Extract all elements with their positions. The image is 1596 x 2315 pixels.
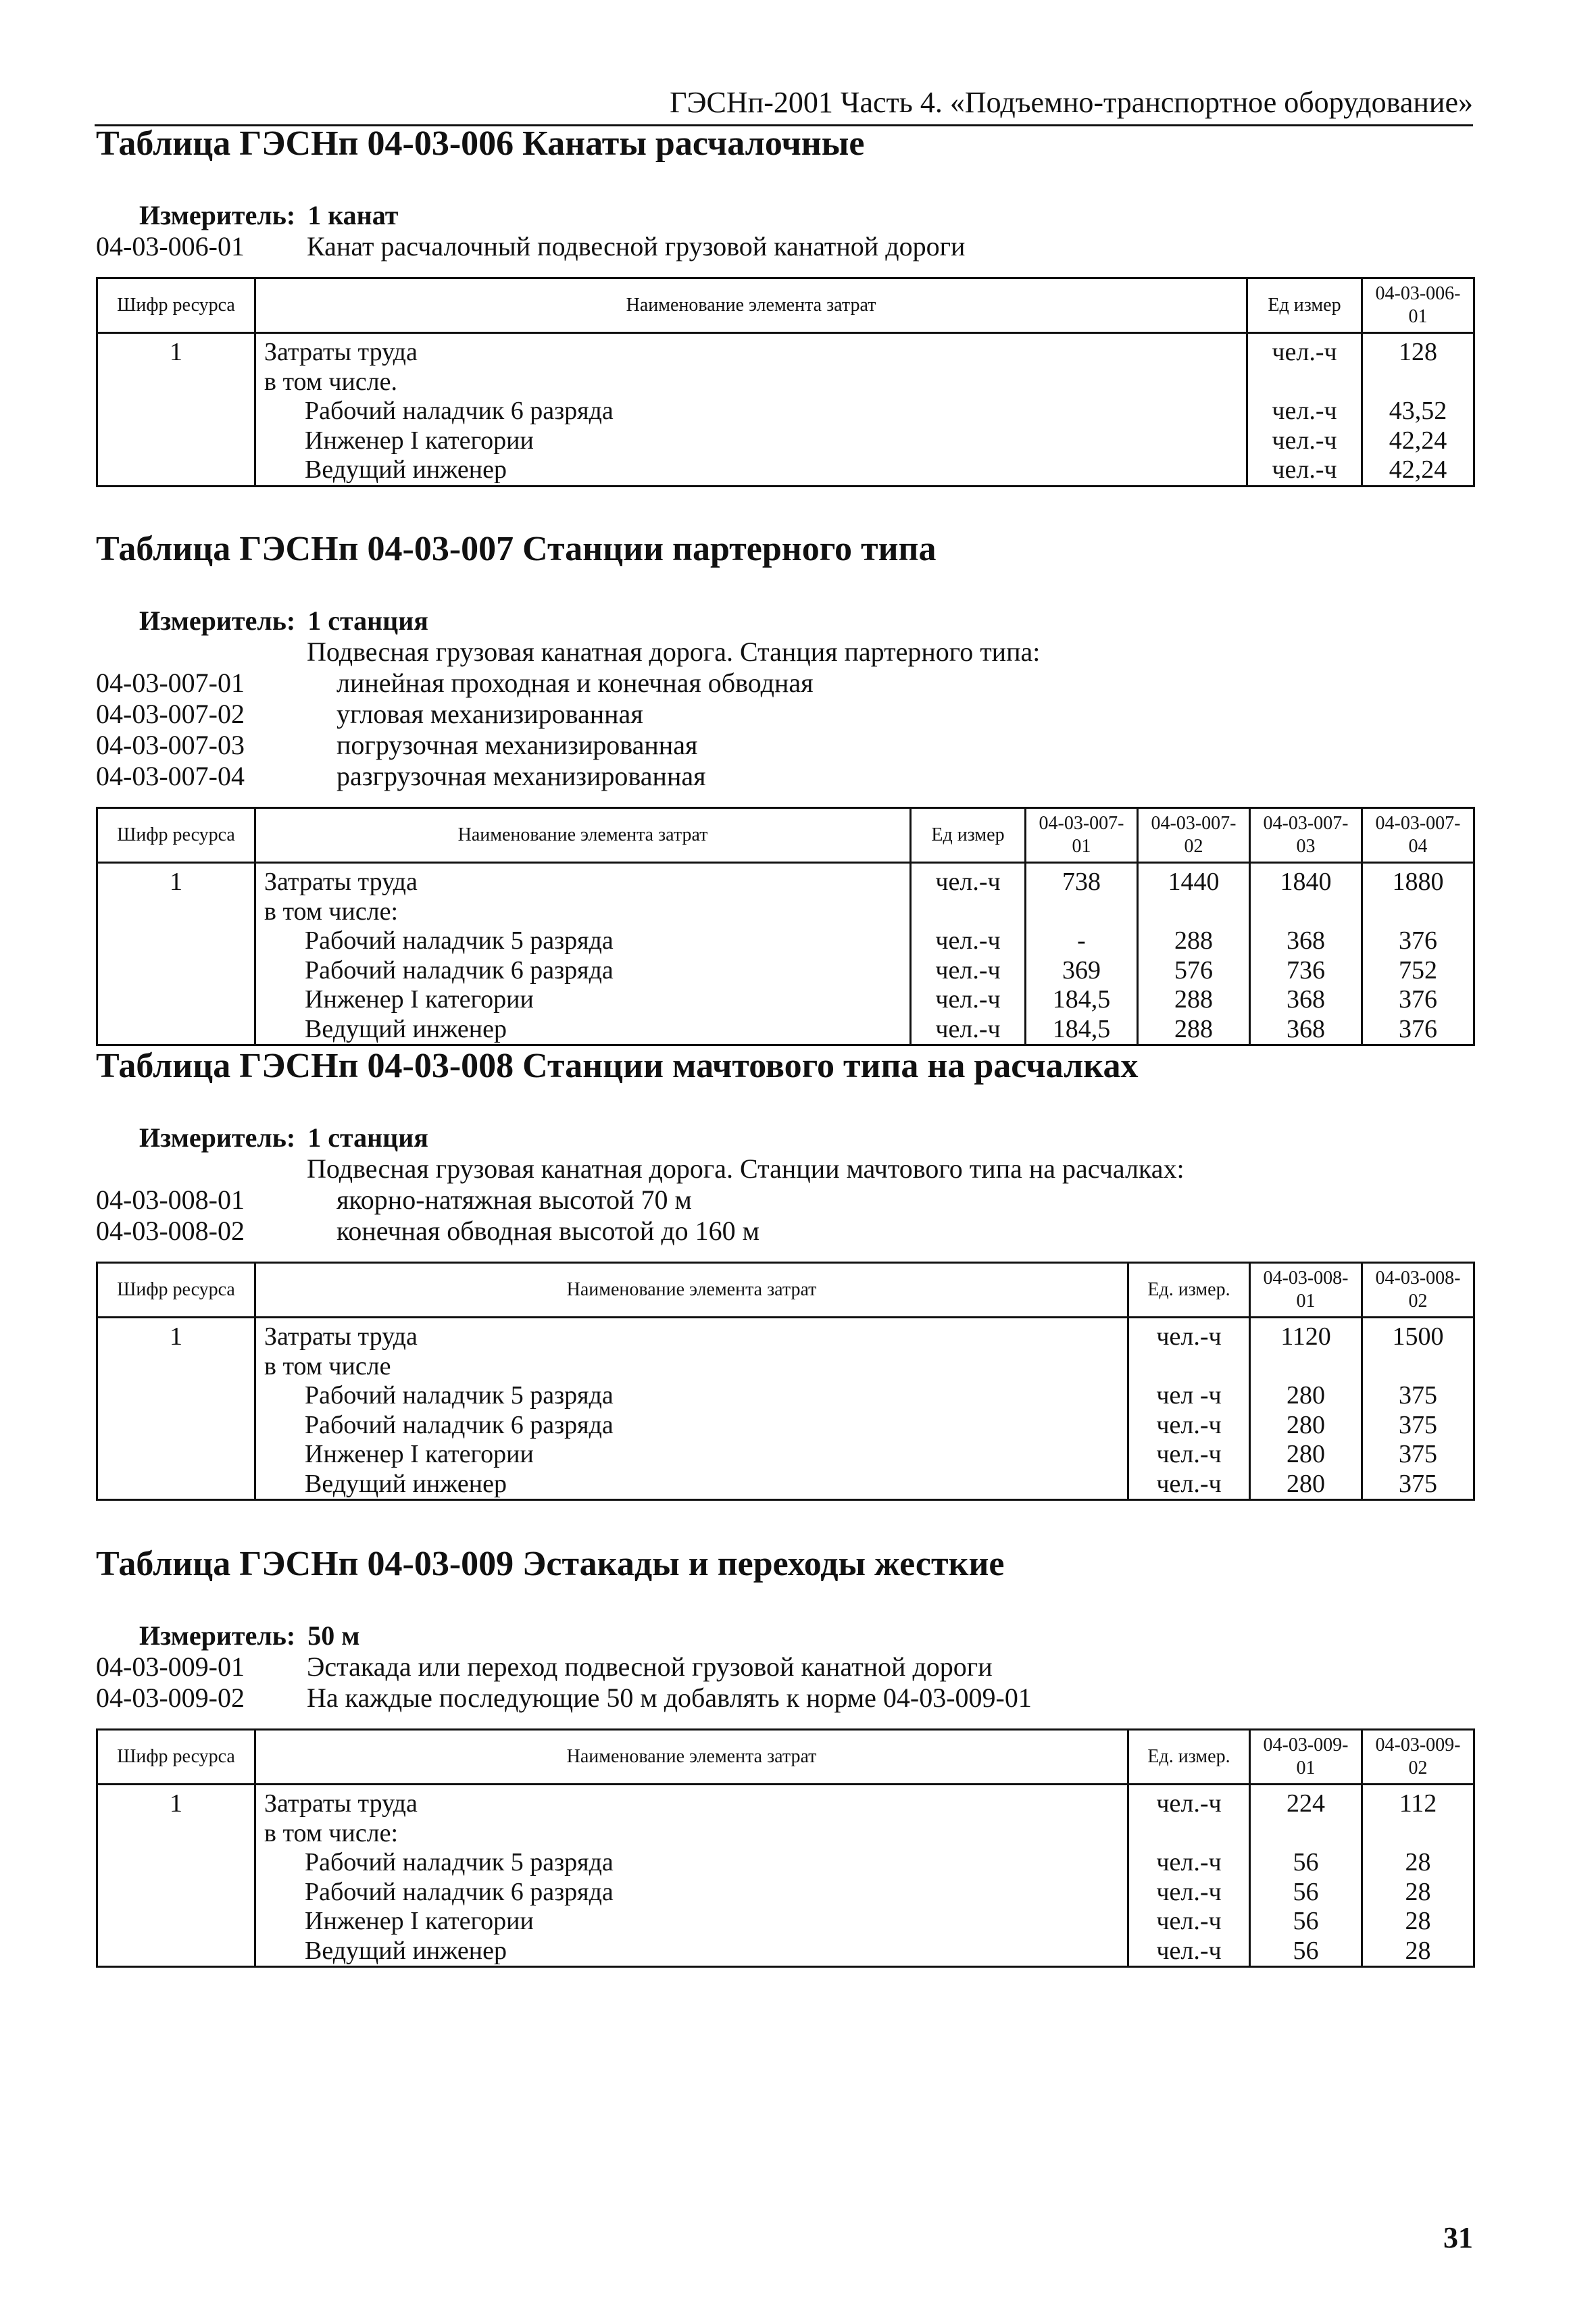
code-row (96, 1153, 1473, 1185)
col-header-name: Наименование элемента затрат (255, 278, 1247, 333)
unit-cell: чел.-ч (1247, 397, 1362, 426)
norm-value-cell: 368 (1250, 985, 1362, 1015)
unit-cell: чел.-ч (911, 926, 1026, 956)
resource-code-cell (97, 1848, 255, 1878)
code-row (96, 668, 1473, 699)
cost-element-name-cell: Рабочий наладчик 6 разряда (255, 1878, 1128, 1908)
table-header-row (97, 1263, 1474, 1318)
table-row (97, 1819, 1474, 1849)
col-header-resource: Шифр ресурса (97, 278, 255, 333)
norm-value-cell: 1880 (1362, 863, 1474, 897)
norm-value-cell: 1840 (1250, 863, 1362, 897)
section-title: Таблица ГЭСНп 04-03-006 Канаты расчалочные (96, 124, 865, 163)
resource-code-cell (97, 455, 255, 486)
norm-value-cell: 376 (1362, 1015, 1474, 1045)
norm-value-cell: 28 (1362, 1878, 1474, 1908)
table-row (97, 455, 1474, 486)
code-row (96, 1185, 1473, 1216)
col-header-unit: Ед измер (1247, 278, 1362, 333)
cost-element-name-cell: в том числе (255, 1352, 1128, 1382)
measure-value: 1 станция (307, 1122, 428, 1153)
norm-value-cell: 224 (1250, 1785, 1362, 1819)
norm-code: 04-03-007-04 (96, 761, 245, 791)
code-list (96, 231, 1473, 262)
norm-value-cell (1250, 897, 1362, 927)
cost-element-name-cell: Рабочий наладчик 5 разряда (255, 1848, 1128, 1878)
norm-code: 04-03-009-01 (96, 1651, 245, 1682)
unit-cell (1247, 368, 1362, 397)
cost-table (96, 1262, 1475, 1501)
norm-value-cell: 28 (1362, 1907, 1474, 1937)
cost-element-name-cell: Рабочий наладчик 5 разряда (255, 1381, 1128, 1411)
table-row (97, 368, 1474, 397)
col-header-resource: Шифр ресурса (97, 1263, 255, 1318)
table-row (97, 1470, 1474, 1500)
norm-code: 04-03-009-02 (96, 1683, 245, 1713)
norm-value-cell: 28 (1362, 1848, 1474, 1878)
cost-element-name-cell: Инженер I категории (255, 1440, 1128, 1470)
table-header-row (97, 808, 1474, 863)
unit-cell (1128, 1819, 1250, 1849)
cost-element-name-cell: Рабочий наладчик 5 разряда (255, 926, 911, 956)
code-list (96, 1651, 1473, 1714)
col-header-resource: Шифр ресурса (97, 1730, 255, 1785)
table-row (97, 1318, 1474, 1352)
unit-cell: чел.-ч (1128, 1848, 1250, 1878)
table-row (97, 1785, 1474, 1819)
cost-element-name-cell: Рабочий наладчик 6 разряда (255, 956, 911, 986)
norm-value-cell: 375 (1362, 1381, 1474, 1411)
cost-element-name-cell: Рабочий наладчик 6 разряда (255, 397, 1247, 426)
norm-value-cell (1250, 1352, 1362, 1382)
cost-table (96, 1728, 1475, 1968)
table-header-row (97, 1730, 1474, 1785)
norm-value-cell: 280 (1250, 1440, 1362, 1470)
table-row (97, 1878, 1474, 1908)
col-header-norm-code: 04-03-007-04 (1362, 808, 1474, 863)
col-header-norm-code: 04-03-008-01 (1250, 1263, 1362, 1318)
table-row (97, 926, 1474, 956)
norm-value-cell (1362, 897, 1474, 927)
table-row (97, 1907, 1474, 1937)
measure-value: 1 канат (307, 200, 399, 230)
norm-value-cell: 288 (1138, 1015, 1250, 1045)
measure-label: Измеритель: (139, 1620, 296, 1651)
norm-code: 04-03-008-01 (96, 1185, 245, 1215)
unit-cell: чел.-ч (1247, 333, 1362, 368)
norm-value-cell: 1120 (1250, 1318, 1362, 1352)
norm-value-cell: 28 (1362, 1937, 1474, 1967)
unit-cell: чел.-ч (911, 863, 1026, 897)
norm-value-cell: 56 (1250, 1937, 1362, 1967)
table-row (97, 333, 1474, 368)
norm-description: разгрузочная механизированная (336, 761, 706, 791)
norm-code: 04-03-006-01 (96, 231, 245, 262)
col-header-norm-code: 04-03-007-02 (1138, 808, 1250, 863)
norm-section (96, 122, 1473, 487)
norm-value-cell: 280 (1250, 1381, 1362, 1411)
code-row (96, 1683, 1473, 1714)
unit-cell: чел.-ч (1128, 1411, 1250, 1441)
norm-code: 04-03-007-03 (96, 730, 245, 760)
cost-element-name-cell: Ведущий инженер (255, 455, 1247, 486)
cost-element-name-cell: Ведущий инженер (255, 1937, 1128, 1967)
code-row (96, 761, 1473, 792)
norm-value-cell: 369 (1026, 956, 1138, 986)
cost-element-name-cell: Рабочий наладчик 6 разряда (255, 1411, 1128, 1441)
table-row (97, 426, 1474, 456)
resource-code-cell (97, 1878, 255, 1908)
col-header-unit: Ед. измер. (1128, 1730, 1250, 1785)
norm-value-cell: 42,24 (1362, 455, 1474, 486)
code-row (96, 637, 1473, 668)
resource-code-cell (97, 956, 255, 986)
cost-element-name-cell: в том числе. (255, 368, 1247, 397)
norm-description: На каждые последующие 50 м добавлять к норме 04-03-009-01 (307, 1683, 1032, 1713)
norm-value-cell: - (1026, 926, 1138, 956)
table-header-row (97, 278, 1474, 333)
section-title: Таблица ГЭСНп 04-03-007 Станции партерного типа (96, 530, 937, 568)
resource-code-cell (97, 397, 255, 426)
norm-value-cell: 128 (1362, 333, 1474, 368)
table-row (97, 897, 1474, 927)
cost-element-name-cell: Затраты труда (255, 333, 1247, 368)
norm-code: 04-03-008-02 (96, 1216, 245, 1246)
table-row (97, 1848, 1474, 1878)
col-header-norm-code: 04-03-008-02 (1362, 1263, 1474, 1318)
unit-cell: чел.-ч (911, 956, 1026, 986)
cost-table (96, 807, 1475, 1046)
cost-element-name-cell: Затраты труда (255, 1785, 1128, 1819)
unit-cell: чел.-ч (1128, 1318, 1250, 1352)
measure-value: 50 м (307, 1620, 360, 1651)
norm-section (96, 1542, 1473, 1968)
norm-value-cell: 280 (1250, 1411, 1362, 1441)
measure-label: Измеритель: (139, 1122, 296, 1153)
measure-value: 1 станция (307, 605, 428, 636)
table-row (97, 1440, 1474, 1470)
table-row (97, 1937, 1474, 1967)
unit-cell: чел.-ч (911, 985, 1026, 1015)
running-header: ГЭСНп-2001 Часть 4. «Подъемно-транспортное оборудование» (95, 82, 1473, 126)
col-header-resource: Шифр ресурса (97, 808, 255, 863)
norm-description: погрузочная механизированная (336, 730, 698, 760)
resource-code-cell (97, 1937, 255, 1967)
unit-cell: чел -ч (1128, 1381, 1250, 1411)
norm-value-cell: 1440 (1138, 863, 1250, 897)
norm-description: якорно-натяжная высотой 70 м (336, 1185, 692, 1215)
cost-element-name-cell: в том числе: (255, 897, 911, 927)
table-row (97, 863, 1474, 897)
unit-cell: чел.-ч (1128, 1440, 1250, 1470)
code-row (96, 730, 1473, 761)
measure-label: Измеритель: (139, 200, 296, 230)
table-row (97, 1352, 1474, 1382)
resource-code-cell (97, 1470, 255, 1500)
table-row (97, 397, 1474, 426)
unit-cell (911, 897, 1026, 927)
norm-value-cell: 1500 (1362, 1318, 1474, 1352)
resource-code-cell (97, 1440, 255, 1470)
norm-value-cell: 375 (1362, 1470, 1474, 1500)
norm-value-cell (1250, 1819, 1362, 1849)
measure-line (139, 200, 1473, 231)
col-header-norm-code: 04-03-006-01 (1362, 278, 1474, 333)
col-header-name: Наименование элемента затрат (255, 1263, 1128, 1318)
col-header-unit: Ед измер (911, 808, 1026, 863)
col-header-name: Наименование элемента затрат (255, 1730, 1128, 1785)
norm-value-cell: 738 (1026, 863, 1138, 897)
unit-cell: чел.-ч (911, 1015, 1026, 1045)
norm-value-cell: 280 (1250, 1470, 1362, 1500)
code-list (96, 1153, 1473, 1247)
col-header-unit: Ед. измер. (1128, 1263, 1250, 1318)
measure-label: Измеритель: (139, 605, 296, 636)
norm-value-cell: 43,52 (1362, 397, 1474, 426)
norm-value-cell: 184,5 (1026, 985, 1138, 1015)
cost-element-name-cell: Затраты труда (255, 863, 911, 897)
table-row (97, 1381, 1474, 1411)
unit-cell: чел.-ч (1247, 455, 1362, 486)
table-row (97, 956, 1474, 986)
cost-element-name-cell: Затраты труда (255, 1318, 1128, 1352)
unit-cell: чел.-ч (1128, 1470, 1250, 1500)
resource-code-cell: 1 (97, 333, 255, 368)
norm-value-cell: 184,5 (1026, 1015, 1138, 1045)
norm-description: Подвесная грузовая канатная дорога. Станции мачтового типа на расчалках: (307, 1153, 1184, 1184)
unit-cell: чел.-ч (1247, 426, 1362, 456)
cost-table (96, 277, 1475, 487)
col-header-norm-code: 04-03-009-02 (1362, 1730, 1474, 1785)
norm-value-cell: 56 (1250, 1878, 1362, 1908)
col-header-norm-code: 04-03-009-01 (1250, 1730, 1362, 1785)
norm-code: 04-03-007-01 (96, 668, 245, 698)
norm-value-cell (1026, 897, 1138, 927)
norm-value-cell: 368 (1250, 926, 1362, 956)
norm-description: конечная обводная высотой до 160 м (336, 1216, 759, 1246)
cost-element-name-cell: в том числе: (255, 1819, 1128, 1849)
norm-section (96, 527, 1473, 1046)
resource-code-cell (97, 1819, 255, 1849)
cost-element-name-cell: Инженер I категории (255, 1907, 1128, 1937)
norm-description: Эстакада или переход подвесной грузовой канатной дороги (307, 1651, 993, 1682)
table-row (97, 1015, 1474, 1045)
norm-section (96, 1044, 1473, 1501)
section-title: Таблица ГЭСНп 04-03-008 Станции мачтового типа на расчалках (96, 1047, 1139, 1085)
code-list (96, 637, 1473, 792)
norm-value-cell: 375 (1362, 1440, 1474, 1470)
norm-value-cell: 375 (1362, 1411, 1474, 1441)
table-row (97, 1411, 1474, 1441)
col-header-norm-code: 04-03-007-03 (1250, 808, 1362, 863)
section-title: Таблица ГЭСНп 04-03-009 Эстакады и переходы жесткие (96, 1545, 1005, 1583)
norm-code (96, 637, 307, 668)
resource-code-cell (97, 1411, 255, 1441)
resource-code-cell (97, 1015, 255, 1045)
resource-code-cell (97, 897, 255, 927)
resource-code-cell (97, 426, 255, 456)
norm-value-cell: 288 (1138, 985, 1250, 1015)
norm-code (96, 1153, 307, 1185)
cost-element-name-cell: Ведущий инженер (255, 1470, 1128, 1500)
resource-code-cell: 1 (97, 1318, 255, 1352)
col-header-name: Наименование элемента затрат (255, 808, 911, 863)
norm-value-cell: 576 (1138, 956, 1250, 986)
norm-value-cell: 56 (1250, 1907, 1362, 1937)
norm-value-cell: 288 (1138, 926, 1250, 956)
unit-cell: чел.-ч (1128, 1878, 1250, 1908)
code-row (96, 1216, 1473, 1247)
norm-description: Подвесная грузовая канатная дорога. Станция партерного типа: (307, 637, 1041, 667)
norm-description: Канат расчалочный подвесной грузовой канатной дороги (307, 231, 966, 262)
unit-cell (1128, 1352, 1250, 1382)
norm-value-cell (1138, 897, 1250, 927)
measure-line (139, 1122, 1473, 1153)
measure-line (139, 1620, 1473, 1651)
norm-description: угловая механизированная (336, 699, 643, 729)
norm-value-cell (1362, 368, 1474, 397)
norm-description: линейная проходная и конечная обводная (336, 668, 814, 698)
col-header-norm-code: 04-03-007-01 (1026, 808, 1138, 863)
resource-code-cell (97, 1907, 255, 1937)
norm-value-cell: 752 (1362, 956, 1474, 986)
cost-element-name-cell: Инженер I категории (255, 985, 911, 1015)
norm-value-cell: 112 (1362, 1785, 1474, 1819)
code-row (96, 1651, 1473, 1683)
resource-code-cell (97, 985, 255, 1015)
norm-value-cell: 376 (1362, 926, 1474, 956)
norm-value-cell: 376 (1362, 985, 1474, 1015)
cost-element-name-cell: Ведущий инженер (255, 1015, 911, 1045)
measure-line (139, 605, 1473, 637)
unit-cell: чел.-ч (1128, 1937, 1250, 1967)
code-row (96, 699, 1473, 730)
unit-cell: чел.-ч (1128, 1785, 1250, 1819)
resource-code-cell: 1 (97, 1785, 255, 1819)
resource-code-cell: 1 (97, 863, 255, 897)
resource-code-cell (97, 368, 255, 397)
norm-value-cell: 56 (1250, 1848, 1362, 1878)
norm-value-cell: 736 (1250, 956, 1362, 986)
norm-value-cell: 368 (1250, 1015, 1362, 1045)
norm-value-cell (1362, 1819, 1474, 1849)
unit-cell: чел.-ч (1128, 1907, 1250, 1937)
norm-code: 04-03-007-02 (96, 699, 245, 729)
resource-code-cell (97, 1381, 255, 1411)
resource-code-cell (97, 926, 255, 956)
resource-code-cell (97, 1352, 255, 1382)
cost-element-name-cell: Инженер I категории (255, 426, 1247, 456)
page-number: 31 (1443, 2221, 1473, 2254)
code-row (96, 231, 1473, 262)
norm-value-cell: 42,24 (1362, 426, 1474, 456)
norm-value-cell (1362, 1352, 1474, 1382)
table-row (97, 985, 1474, 1015)
